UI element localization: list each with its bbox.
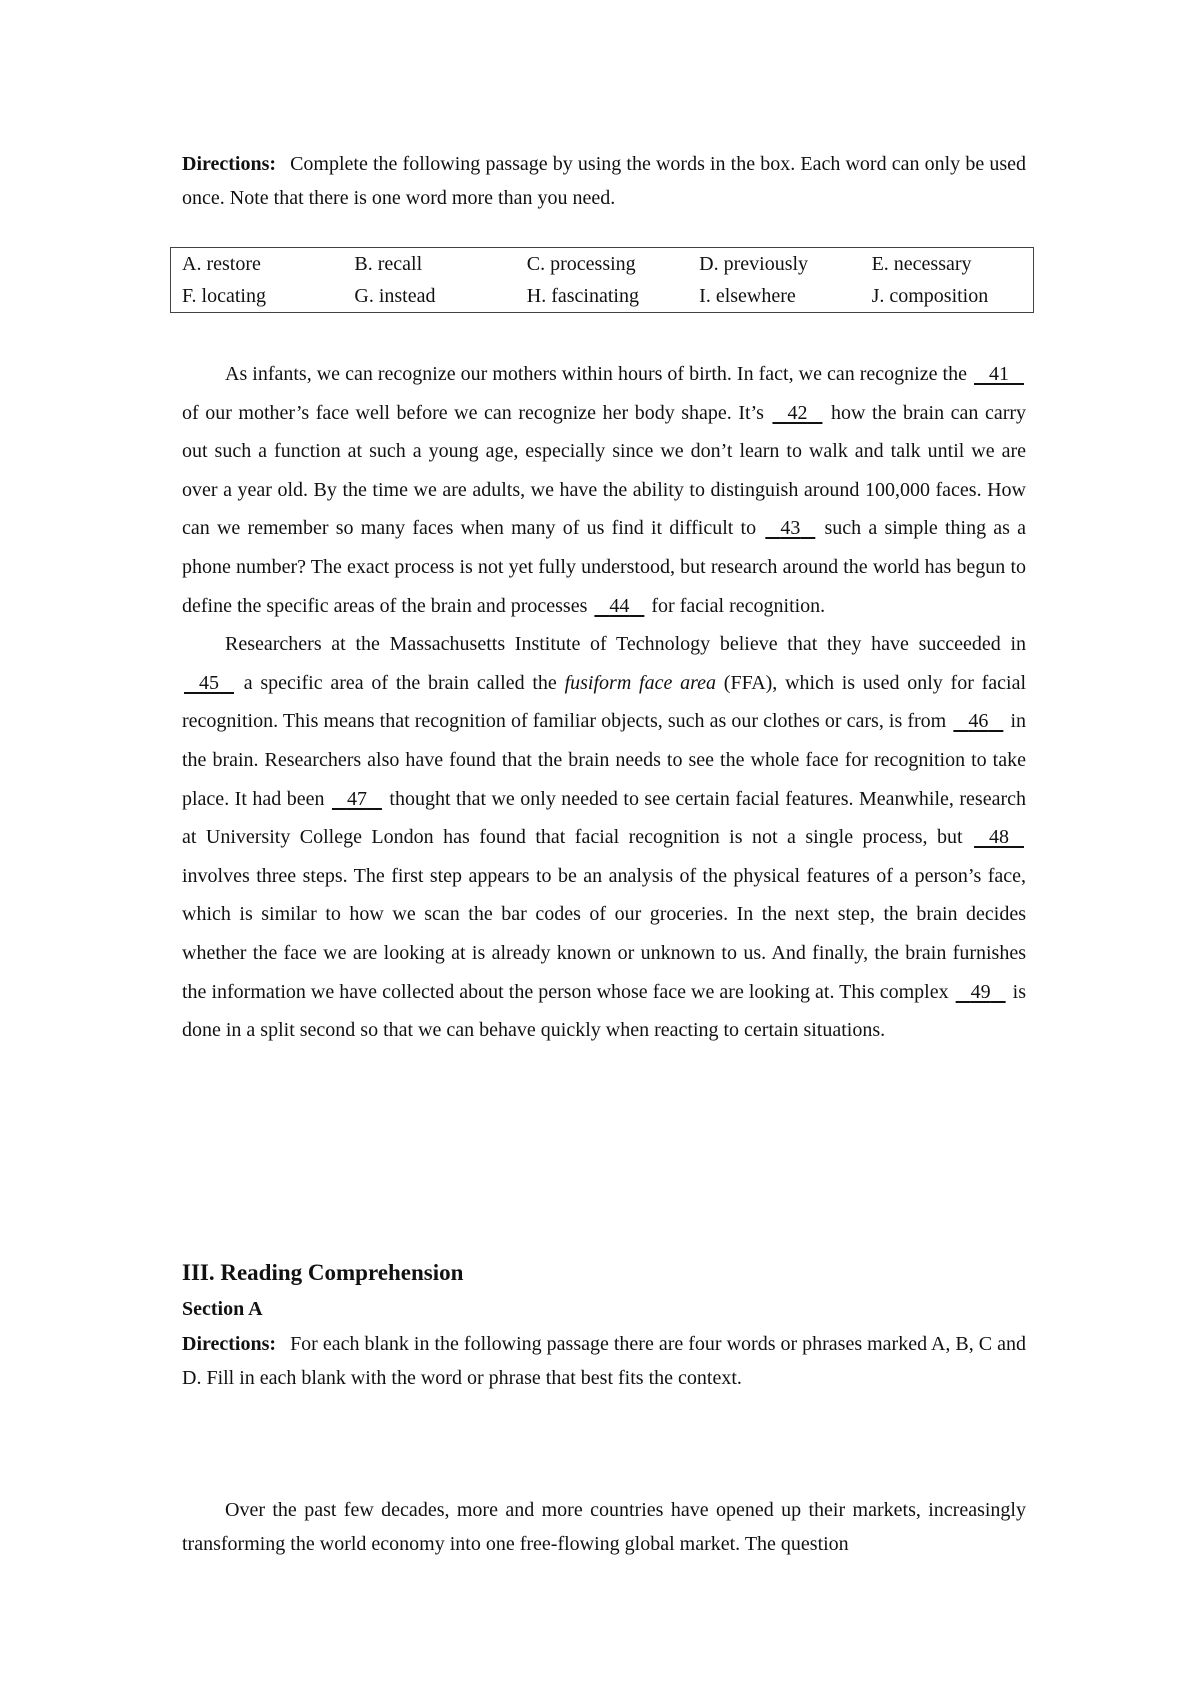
passage-paragraph-1 [182,355,1026,625]
section-heading: III. Reading Comprehension [182,1260,464,1285]
passage-text: a specific area of the brain called the [243,671,557,694]
passage-text: As infants, we can recognize our mothers within hours of birth. In fact, we can recognize the [225,363,967,385]
directions-part-2 [182,1327,1026,1395]
blank-48: 48 [989,826,1010,849]
passage-text: Researchers at the Massachusetts Institute of Technology believe that they have succeeded in [225,633,1026,656]
directions-text: Complete the following passage by using the words in the box. Each word can only be used once. Note that there is one word more than you need. [182,153,1026,209]
passage-text: of our mother’s face well before we can recognize her body shape. It’s [182,401,764,424]
passage-text: for facial recognition. [651,594,826,617]
passage-text: in the brain. Researchers also have found that the brain needs to see the whole face for recognition to take place. It had been [182,710,1027,810]
word-option-e: E. necessary [871,252,972,275]
passage-text: thought that we only needed to see certain facial features. Meanwhile, research at University College London has found that facial recognition is not a single process, but [182,787,1027,849]
section-subheading: Section A [182,1298,263,1320]
blank-45: 45 [199,671,219,694]
passage-text: is done in a split second so that we can behave quickly when reacting to certain situations. [182,980,1027,1042]
passage-text: involves three steps. The first step appears to be an analysis of the physical features of a person’s face, which is similar to how we scan the bar codes of our groceries. In the next step, the brain decides whether the face we are looking at is already known or unknown to us. And finally, the brain furnishes the information we have collected about the person whose face we are looking at. This complex [182,864,1026,1003]
passage-text: Over the past few decades, more and more countries have opened up their markets, increasingly transforming the world economy into one free-flowing global market. The question [182,1499,1026,1555]
passage-text: such a simple thing as a phone number? The exact process is not yet fully understood, but research around the world has begun to define the specific areas of the brain and processes [182,517,1027,617]
word-box-row-1 [171,248,1033,280]
reading-passage [182,1493,1026,1561]
blank-46: 46 [968,710,989,733]
word-option-b: B. recall [354,252,423,275]
passage-text: how the brain can carry out such a function at such a young age, especially since we don’t learn to walk and talk until we are over a year old. By the time we are adults, we have the ability to distinguish around 100,000 faces. How can we remember so many faces when many of us find it difficult to [182,401,1027,540]
word-box-row-2 [171,280,1033,312]
cloze-passage [182,355,1026,1050]
directions-text: For each blank in the following passage there are four words or phrases marked A, B, C and D. Fill in each blank with the word or phrase that best fits the context. [182,1333,1026,1389]
word-option-j: J. composition [871,284,989,307]
directions-label: Directions: [182,1333,277,1355]
passage-text: (FFA), which is used only for facial recognition. This means that recognition of familiar objects, such as our clothes or cars, is from [182,671,1027,733]
blank-47: 47 [346,787,367,810]
word-option-h: H. fascinating [526,284,639,307]
word-option-f: F. locating [182,284,266,307]
directions-part-1 [182,147,1026,215]
passage-paragraph-2 [182,625,1026,1050]
blank-49: 49 [970,980,991,1003]
italic-term: fusiform face area [564,671,717,694]
word-option-a: A. restore [182,252,261,275]
word-option-g: G. instead [354,284,436,307]
blank-42: 42 [787,401,808,424]
blank-44: 44 [609,594,630,617]
word-box [170,247,1034,313]
directions-label: Directions: [182,153,277,175]
word-option-d: D. previously [699,252,809,275]
blank-43: 43 [780,517,801,540]
word-option-c: C. processing [526,252,636,275]
blank-41: 41 [989,363,1010,385]
word-option-i: I. elsewhere [699,284,796,307]
